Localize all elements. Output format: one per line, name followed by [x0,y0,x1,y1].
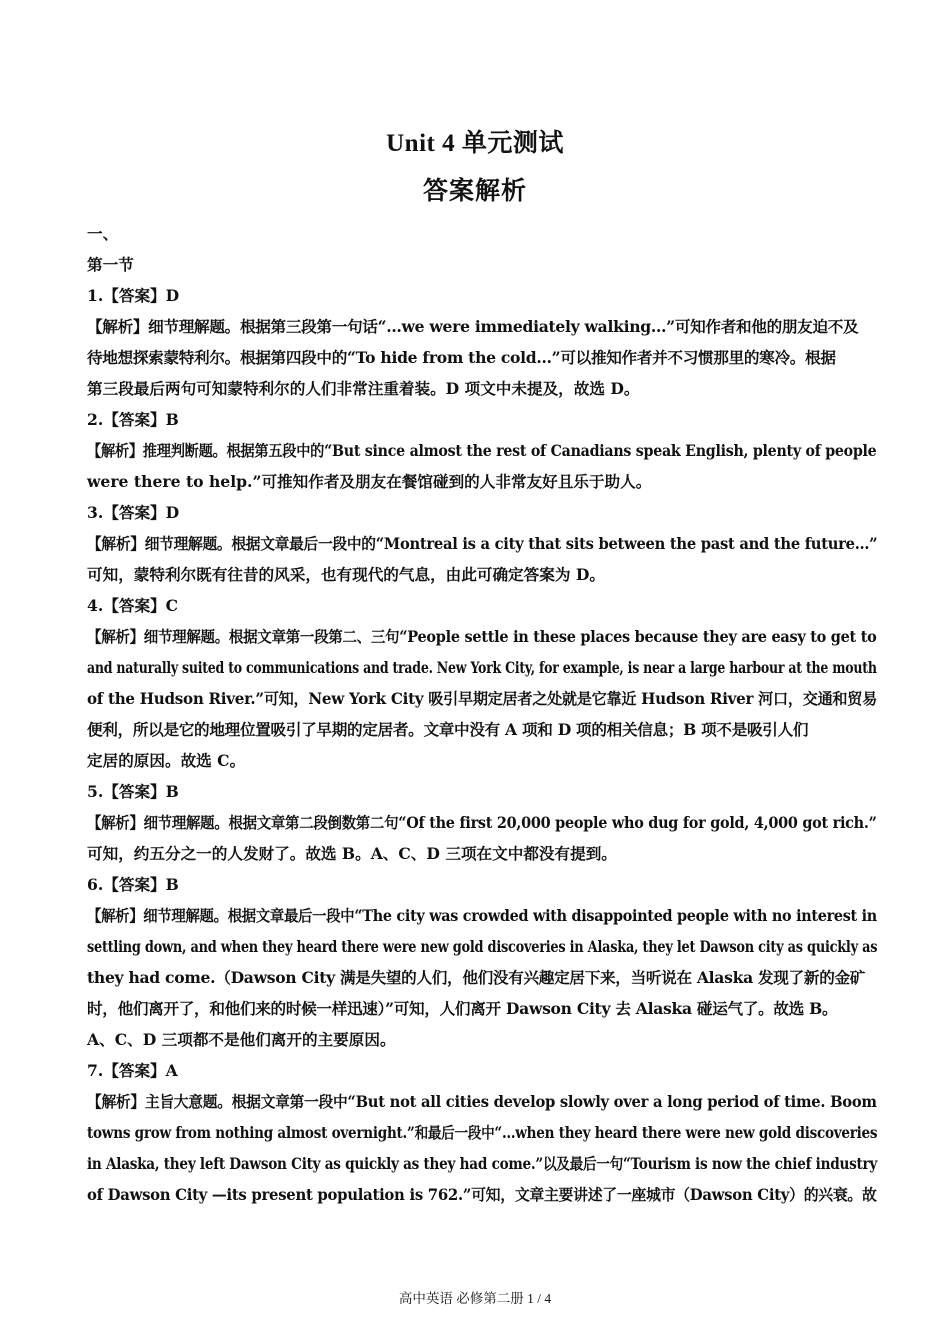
explanation-line: A、C、D 三项都不是他们离开的主要原因。 [87,1030,396,1049]
explanation-line: and naturally suited to communications and trade. New York City, for example, is near a large harbour at the mouth [87,658,877,677]
explanation-line: 便利，所以是它的地理位置吸引了早期的定居者。文章中没有 A 项和 D 项的相关信息；B 项不是吸引人们 [87,720,809,739]
explanation-line: 第三段最后两句可知蒙特利尔的人们非常注重着装。D 项文中未提及，故选 D。 [87,379,640,398]
page-subtitle: 答案解析 [422,178,527,205]
explanation-line: 可知，约五分之一的人发财了。故选 B。A、C、D 三项在文中都没有提到。 [87,844,617,863]
explanation-line: of the Hudson River.”可知，New York City 吸引早期定居者之处就是它靠近 Hudson River 河口，交通和贸易 [87,689,877,708]
answer-line: 5.【答案】B [87,782,179,801]
explanation-line: 【解析】推理判断题。根据第五段中的“But since almost the rest of Canadians speak English, plenty of people [87,441,877,460]
answer-line: 1.【答案】D [87,286,180,305]
section-heading: 一、 [87,224,119,243]
page-footer: 高中英语 必修第二册 1 / 4 [398,1291,552,1306]
explanation-line: of Dawson City —its present population is 762.”可知，文章主要讲述了一座城市（Dawson City）的兴衰。故 [87,1185,877,1204]
subsection-heading: 第一节 [87,255,134,274]
page-title: Unit 4 单元测试 [386,130,564,157]
explanation-line: they had come.（Dawson City 满是失望的人们，他们没有兴趣定居下来，当听说在 Alaska 发现了新的金矿 [87,968,866,987]
explanation-line: 可知，蒙特利尔既有往昔的风采，也有现代的气息，由此可确定答案为 D。 [87,565,605,584]
explanation-line: 待地想探索蒙特利尔。根据第四段中的“To hide from the cold…”可以推知作者并不习惯那里的寒冷。根据 [87,348,836,367]
explanation-line: 定居的原因。故选 C。 [87,751,246,770]
explanation-line: settling down, and when they heard there were new gold discoveries in Alaska, they let Dawson city as quickly as [87,937,878,956]
answer-line: 4.【答案】C [87,596,179,615]
explanation-line: towns grow from nothing almost overnight.”和最后一段中“…when they heard there were new gold discoveries [87,1123,878,1142]
answer-line: 2.【答案】B [87,410,179,429]
explanation-line: 【解析】细节理解题。根据文章最后一段中的“Montreal is a city that sits between the past and the future…” [87,534,878,553]
answer-body [87,218,877,1210]
explanation-line: 【解析】主旨大意题。根据文章第一段中“But not all cities develop slowly over a long period of time. Boom [87,1092,877,1111]
answer-line: 7.【答案】A [87,1061,178,1080]
explanation-line: 【解析】细节理解题。根据文章最后一段中“The city was crowded with disappointed people with no interest in [87,906,877,925]
answer-line: 3.【答案】D [87,503,180,522]
explanation-line: 【解析】细节理解题。根据文章第一段第二、三句“People settle in these places because they are easy to get to [87,627,877,646]
explanation-line: 【解析】细节理解题。根据第三段第一句话“…we were immediately walking…”可知作者和他的朋友迫不及 [87,317,859,336]
answer-line: 6.【答案】B [87,875,179,894]
explanation-line: 时，他们离开了，和他们来的时候一样迅速）”可知，人们离开 Dawson City 去 Alaska 碰运气了。故选 B。 [87,999,838,1018]
explanation-line: 【解析】细节理解题。根据文章第二段倒数第二句“Of the first 20,000 people who dug for gold, 4,000 got rich.” [87,813,877,832]
explanation-line: in Alaska, they left Dawson City as quickly as they had come.”以及最后一句“Tourism is now the chief industry [87,1154,878,1173]
explanation-line: were there to help.”可推知作者及朋友在餐馆碰到的人非常友好且乐于助人。 [87,472,652,491]
